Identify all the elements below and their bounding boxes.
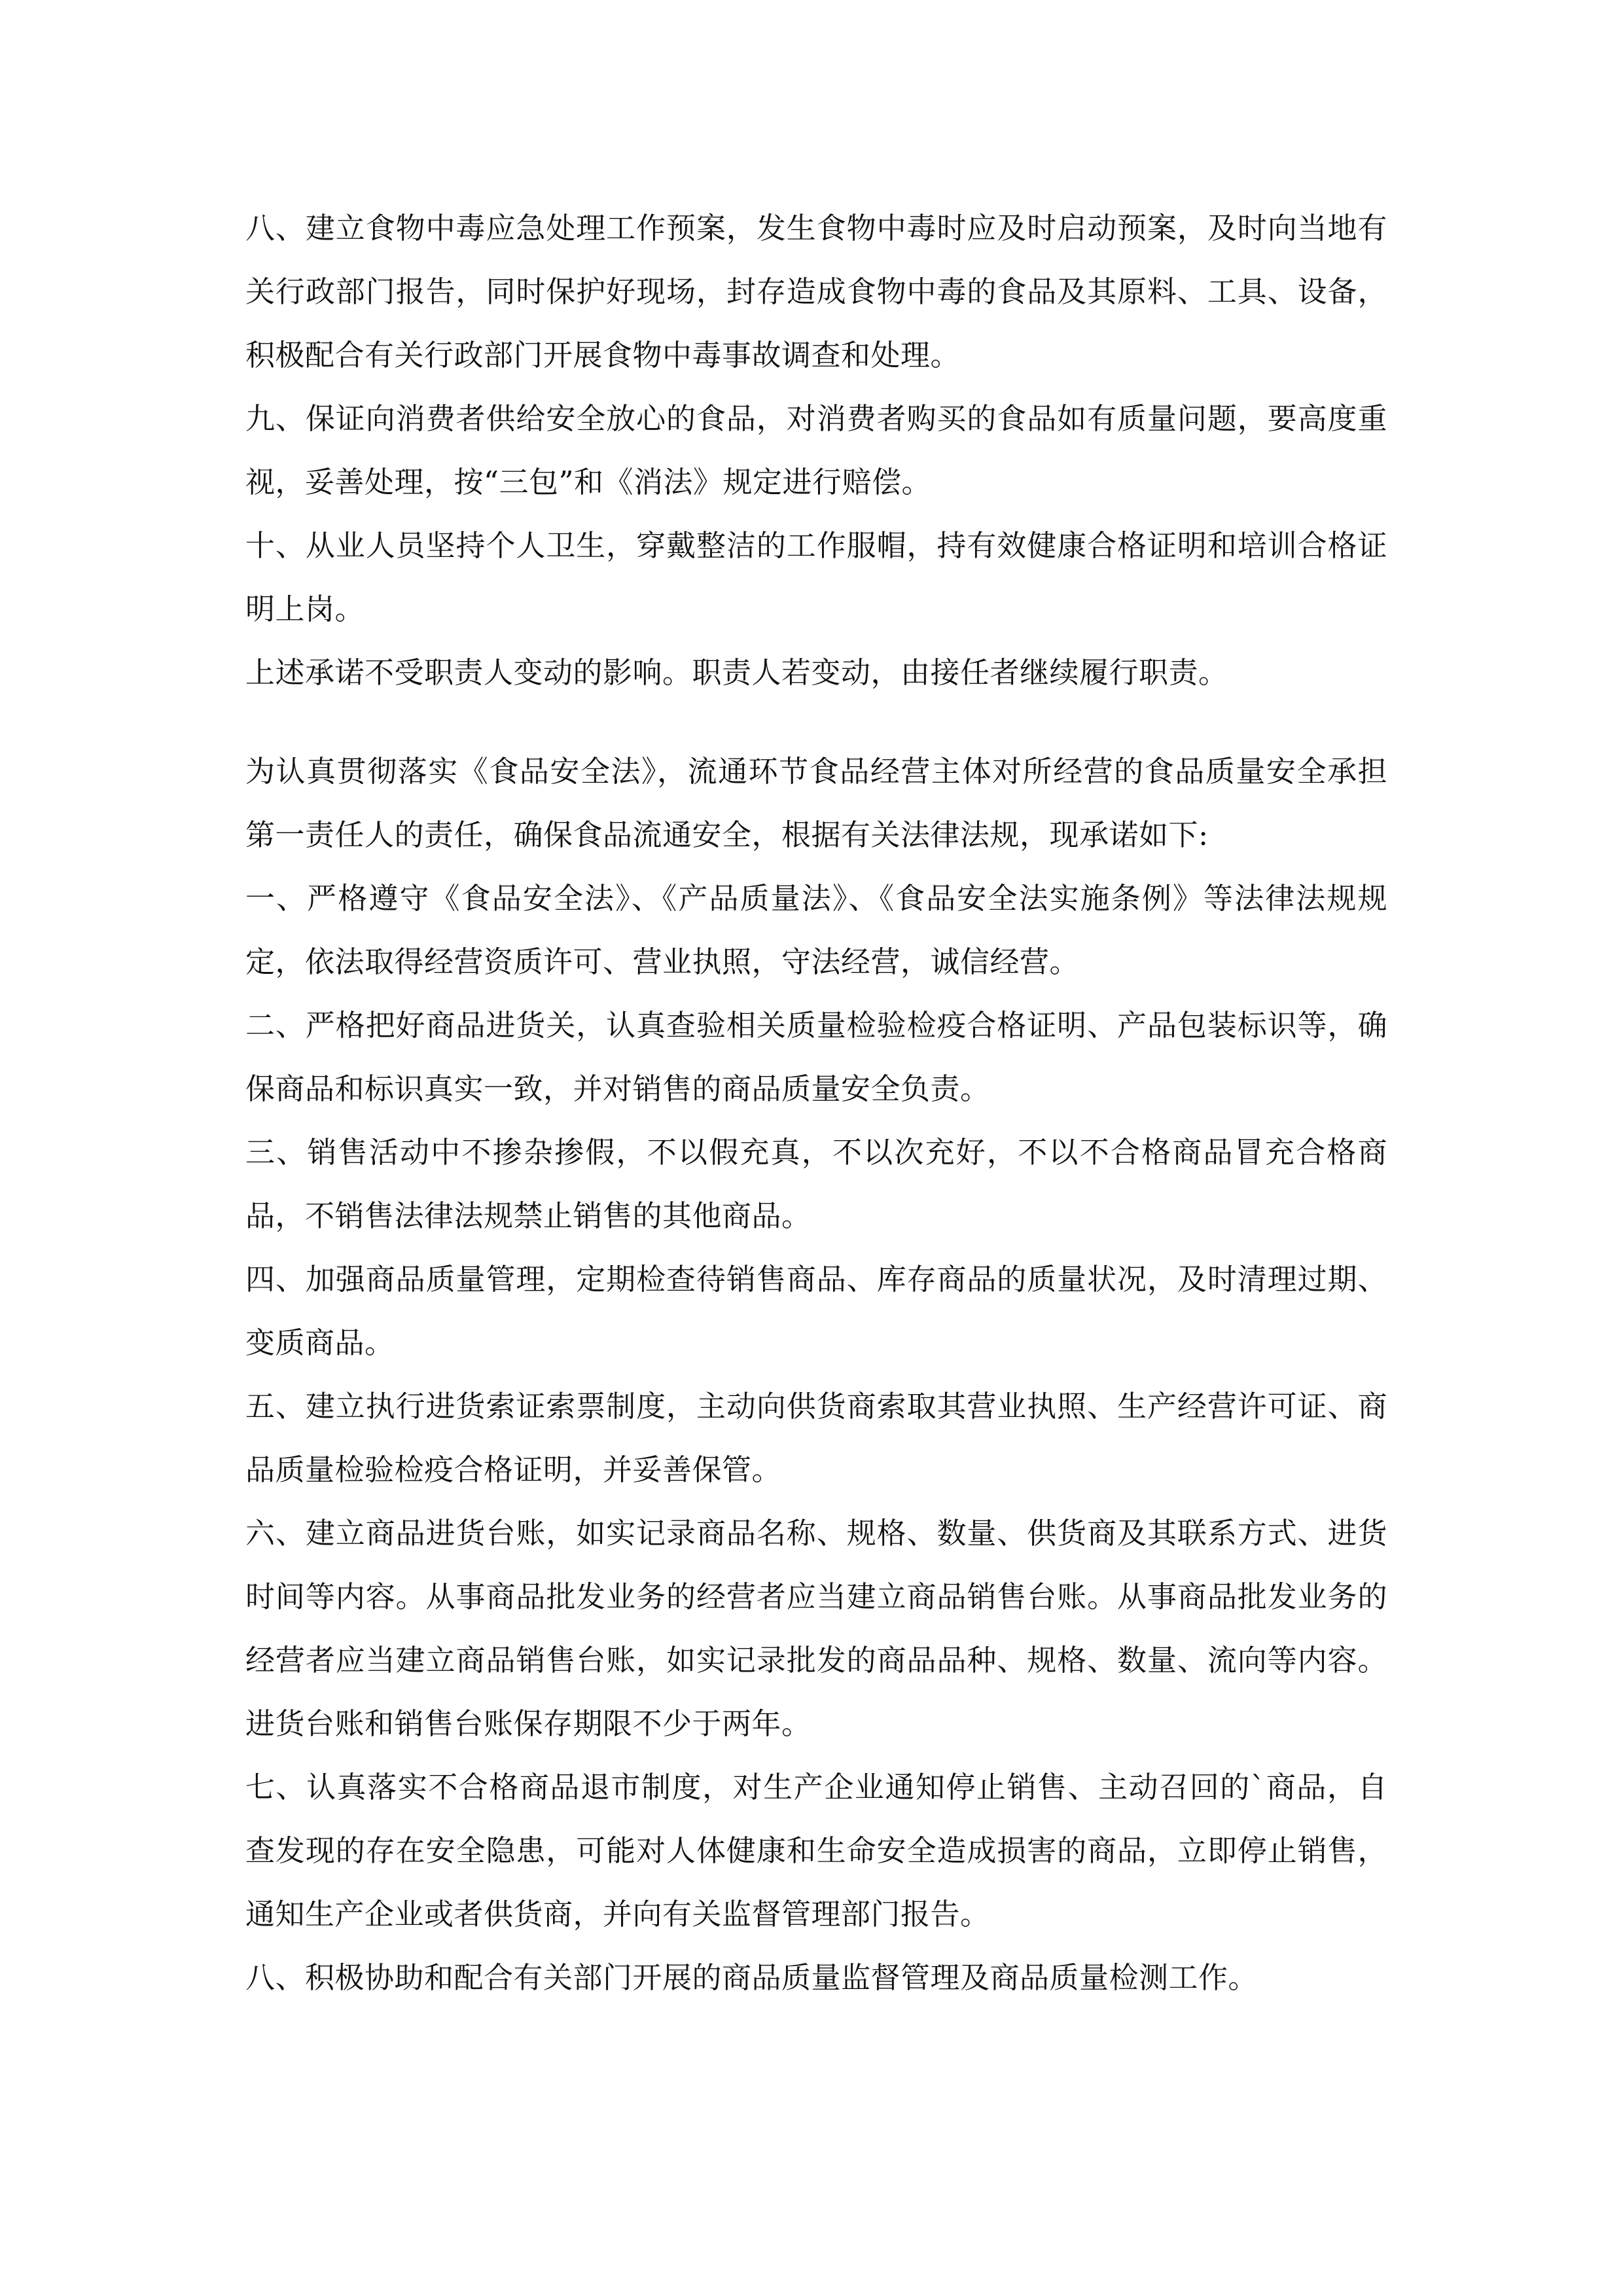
- paragraph: 十、从业人员坚持个人卫生，穿戴整洁的工作服帽，持有效健康合格证明和培训合格证明上岗。: [245, 528, 1387, 626]
- paragraph: 七、认真落实不合格商品退市制度，对生产企业通知停止销售、主动召回的`商品，自查发现的存在安全隐患，可能对人体健康和生命安全造成损害的商品，立即停止销售，通知生产企业或者供货商，并向有关监督管理部门报告。: [245, 1770, 1387, 1931]
- text-section-2: [245, 740, 1387, 2009]
- paragraph: 九、保证向消费者供给安全放心的食品，对消费者购买的食品如有质量问题，要高度重视，妥善处理，按“三包”和《消法》规定进行赔偿。: [245, 401, 1387, 499]
- paragraph: 上述承诺不受职责人变动的影响。职责人若变动，由接任者继续履行职责。: [245, 655, 1228, 690]
- paragraph: 为认真贯彻落实《食品安全法》，流通环节食品经营主体对所经营的食品质量安全承担第一责任人的责任，确保食品流通安全，根据有关法律法规，现承诺如下:: [245, 754, 1387, 852]
- paragraph: 五、建立执行进货索证索票制度，主动向供货商索取其营业执照、生产经营许可证、商品质量检验检疫合格证明，并妥善保管。: [245, 1389, 1387, 1487]
- paragraph: 四、加强商品质量管理，定期检查待销售商品、库存商品的质量状况，及时清理过期、变质商品。: [245, 1262, 1387, 1360]
- text-section-1: [245, 196, 1387, 704]
- paragraph: 三、销售活动中不掺杂掺假，不以假充真，不以次充好，不以不合格商品冒充合格商品，不销售法律法规禁止销售的其他商品。: [245, 1135, 1387, 1233]
- paragraph: 八、建立食物中毒应急处理工作预案，发生食物中毒时应及时启动预案，及时向当地有关行政部门报告，同时保护好现场，封存造成食物中毒的食品及其原料、工具、设备，积极配合有关行政部门开展食物中毒事故调查和处理。: [245, 211, 1387, 372]
- paragraph: 八、积极协助和配合有关部门开展的商品质量监督管理及商品质量检测工作。: [245, 1960, 1258, 1995]
- paragraph: 一、严格遵守《食品安全法》、《产品质量法》、《食品安全法实施条例》等法律法规规定，依法取得经营资质许可、营业执照，守法经营，诚信经营。: [245, 881, 1387, 979]
- paragraph: 二、严格把好商品进货关，认真查验相关质量检验检疫合格证明、产品包装标识等，确保商品和标识真实一致，并对销售的商品质量安全负责。: [245, 1008, 1387, 1106]
- paragraph: 六、建立商品进货台账，如实记录商品名称、规格、数量、供货商及其联系方式、进货时间等内容。从事商品批发业务的经营者应当建立商品销售台账。从事商品批发业务的经营者应当建立商品销售台账，如实记录批发的商品品种、规格、数量、流向等内容。进货台账和销售台账保存期限不少于两年。: [245, 1516, 1387, 1741]
